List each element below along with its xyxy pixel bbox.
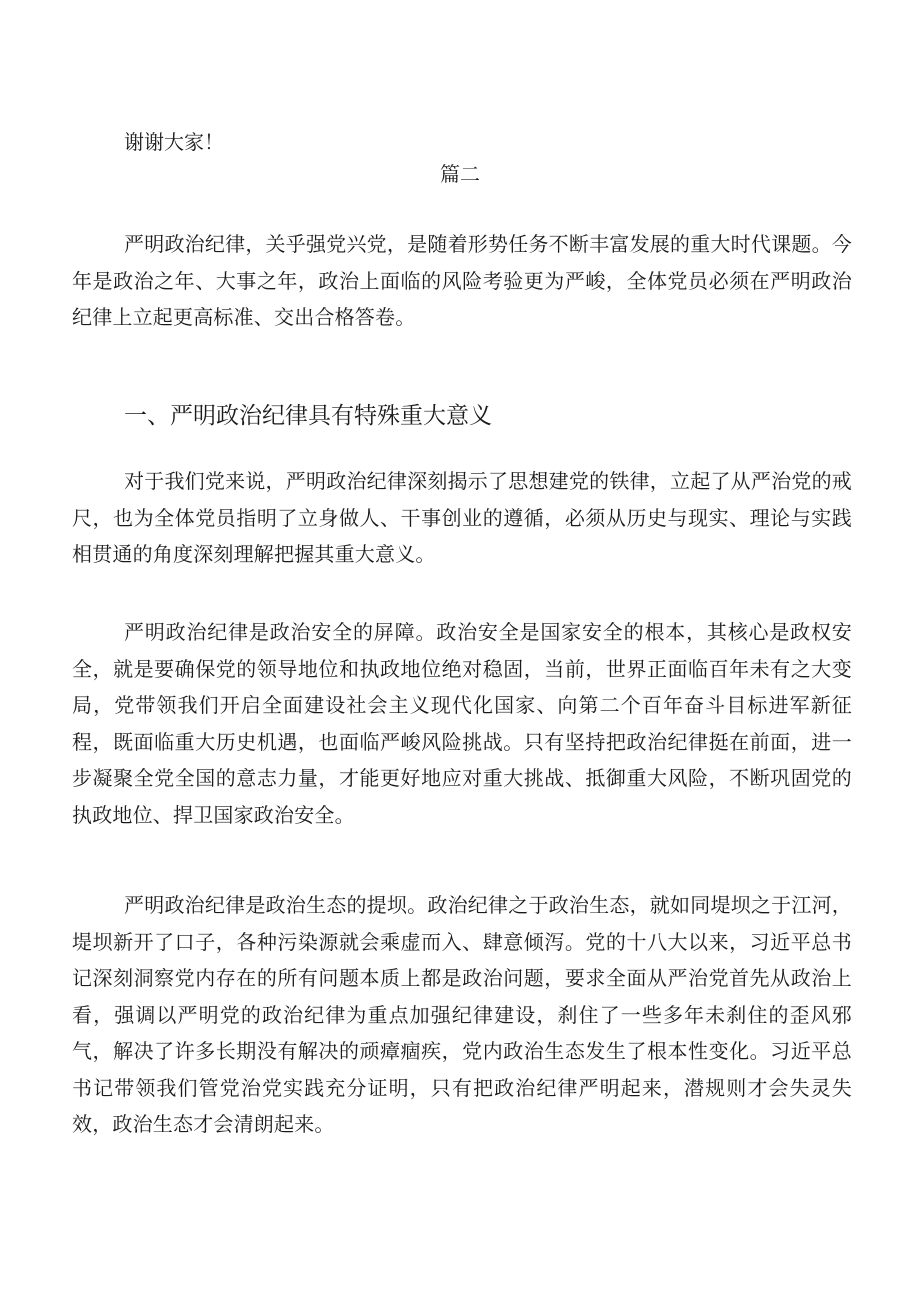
section-heading: 一、严明政治纪律具有特殊重大意义	[124, 403, 492, 429]
body-paragraph-3: 严明政治纪律是政治生态的提坝。政治纪律之于政治生态，就如同堤坝之于江河，堤坝新开了口子，各种污染源就会乘虚而入、肆意倾泻。党的十八大以来，习近平总书记深刻洞察党内存在的所有问题本质上都是政治问题，要求全面从严治党首先从政治上看，强调以严明党的政治纪律为重点加强纪律建设，刹住了一些多年未刹住的歪风邪气，解决了许多长期没有解决的顽瘴痼疾，党内政治生态发生了根本性变化。习近平总书记带领我们管党治党实践充分证明，只有把政治纪律严明起来，潜规则才会失灵失效，政治生态才会清朗起来。	[72, 893, 852, 1136]
body-paragraph-2: 严明政治纪律是政治安全的屏障。政治安全是国家安全的根本，其核心是政权安全，就是要确保党的领导地位和执政地位绝对稳固，当前，世界正面临百年未有之大变局，党带领我们开启全面建设社会主义现代化国家、向第二个百年奋斗目标进军新征程，既面临重大历史机遇，也面临严峻风险挑战。只有坚持把政治纪律挺在前面，进一步凝聚全党全国的意志力量，才能更好地应对重大挑战、抵御重大风险，不断巩固党的执政地位、捍卫国家政治安全。	[72, 620, 852, 827]
intro-paragraph: 严明政治纪律，关乎强党兴党，是随着形势任务不断丰富发展的重大时代课题。今年是政治之年、大事之年，政治上面临的风险考验更为严峻，全体党员必须在严明政治纪律上立起更高标准、交出合格答卷。	[72, 232, 852, 329]
section-title: 篇二	[440, 162, 480, 186]
closing-line: 谢谢大家！	[124, 130, 224, 154]
body-paragraph-1: 对于我们党来说，严明政治纪律深刻揭示了思想建党的铁律，立起了从严治党的戒尺，也为全体党员指明了立身做人、干事创业的遵循，必须从历史与现实、理论与实践相贯通的角度深刻理解把握其重大意义。	[72, 469, 852, 566]
